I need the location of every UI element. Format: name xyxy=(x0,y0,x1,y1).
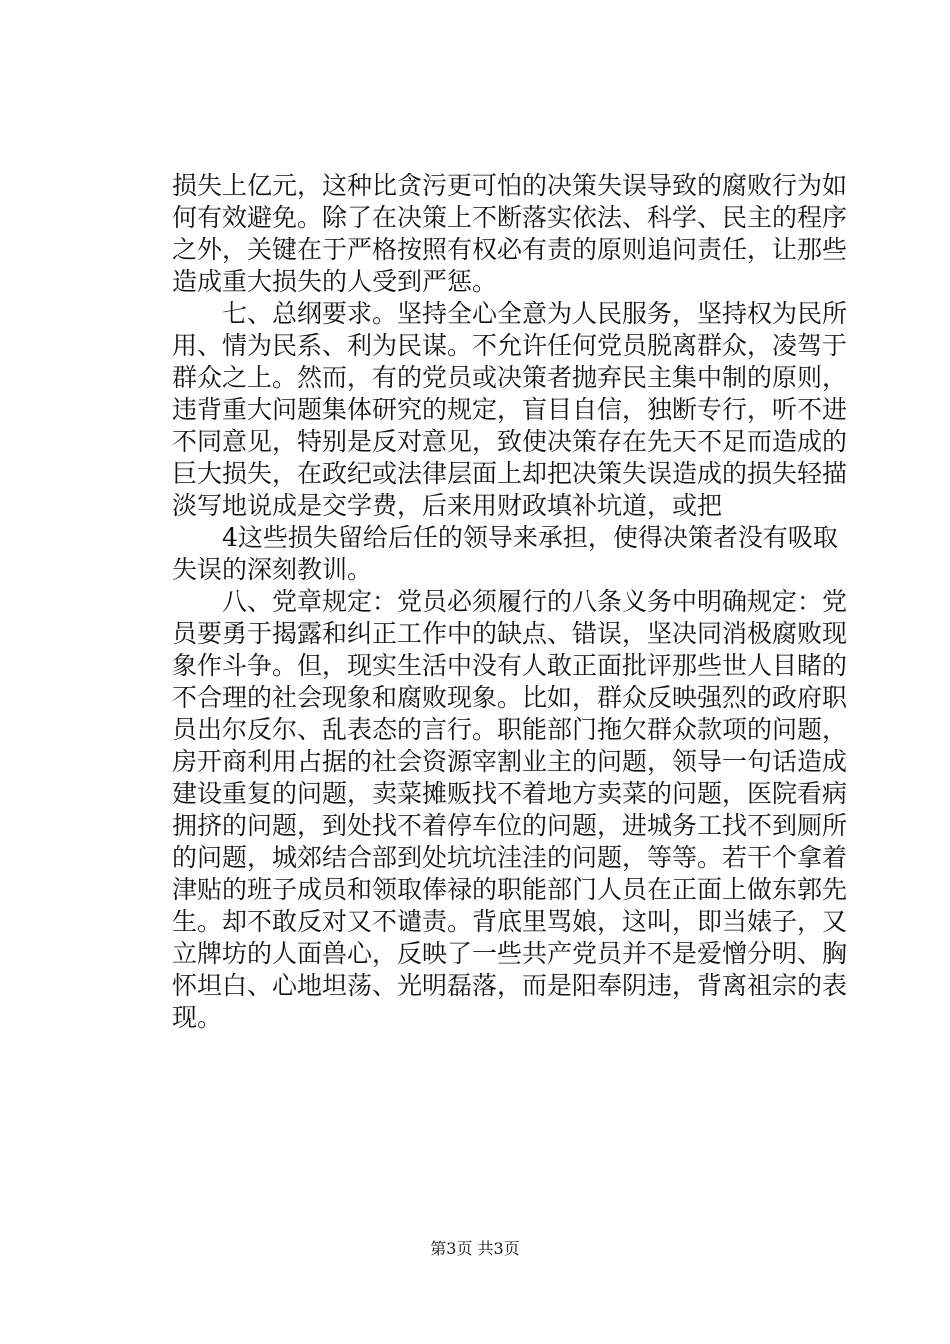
text-line: 之外，关键在于严格按照有权必有责的原则追问责任，让那些 xyxy=(172,235,848,264)
text-line: 建设重复的问题，卖菜摊贩找不着地方卖菜的问题，医院看病 xyxy=(172,779,848,808)
text-line: 巨大损失，在政纪或法律层面上却把决策失误造成的损失轻描 xyxy=(172,459,848,488)
text-line: 生。却不敢反对又不谴责。背底里骂娘，这叫，即当婊子，又 xyxy=(172,907,848,936)
text-line: 淡写地说成是交学费，后来用财政填补坑道，或把 xyxy=(172,491,723,520)
text-line: 津贴的班子成员和领取俸禄的职能部门人员在正面上做东郭先 xyxy=(172,875,848,904)
text-line: 员出尔反尔、乱表态的言行。职能部门拖欠群众款项的问题， xyxy=(172,715,848,744)
text-line: 怀坦白、心地坦荡、光明磊落，而是阳奉阴违，背离祖宗的表 xyxy=(172,971,848,1000)
text-line: 拥挤的问题，到处找不着停车位的问题，进城务工找不到厕所 xyxy=(172,811,848,840)
text-line: 的问题，城郊结合部到处坑坑洼洼的问题，等等。若干个拿着 xyxy=(172,843,848,872)
text-line: 现。 xyxy=(172,1003,223,1032)
text-line: 群众之上。然而，有的党员或决策者抛弃民主集中制的原则， xyxy=(172,363,848,392)
text-line: 损失上亿元，这种比贪污更可怕的决策失误导致的腐败行为如 xyxy=(172,171,848,200)
text-line: 房开商利用占据的社会资源宰割业主的问题，领导一句话造成 xyxy=(172,747,848,776)
text-line: 失误的深刻教训。 xyxy=(172,555,373,584)
text-line: 员要勇于揭露和纠正工作中的缺点、错误，坚决同消极腐败现 xyxy=(172,619,848,648)
text-line: 立牌坊的人面兽心，反映了一些共产党员并不是爱憎分明、胸 xyxy=(172,939,848,968)
text-line: 象作斗争。但，现实生活中没有人敢正面批评那些世人目睹的 xyxy=(172,651,848,680)
text-line: 不同意见，特别是反对意见，致使决策存在先天不足而造成的 xyxy=(172,427,848,456)
text-line: 用、情为民系、利为民谋。不允许任何党员脱离群众，凌驾于 xyxy=(172,331,848,360)
text-line: 何有效避免。除了在决策上不断落实依法、科学、民主的程序 xyxy=(172,203,848,232)
page-footer: 第3页 共3页 xyxy=(430,1239,520,1258)
text-line: 违背重大问题集体研究的规定，盲目自信，独断专行，听不进 xyxy=(172,395,848,424)
text-line: 七、总纲要求。坚持全心全意为人民服务，坚持权为民所 xyxy=(172,299,848,328)
text-line: 造成重大损失的人受到严惩。 xyxy=(172,267,498,296)
body-text xyxy=(172,170,848,1034)
text-line: 4这些损失留给后任的领导来承担，使得决策者没有吸取 xyxy=(172,523,838,552)
text-line: 不合理的社会现象和腐败现象。比如，群众反映强烈的政府职 xyxy=(172,683,848,712)
text-line: 八、党章规定：党员必须履行的八条义务中明确规定：党 xyxy=(172,587,848,616)
